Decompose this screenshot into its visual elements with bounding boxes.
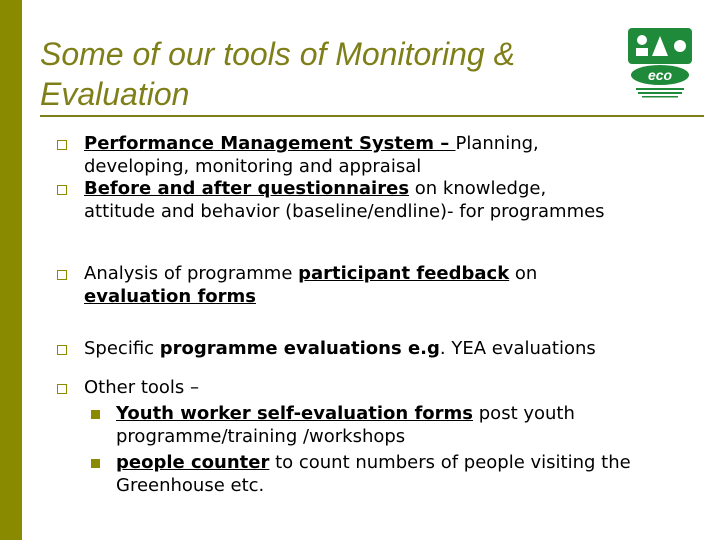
bullet-marker-icon xyxy=(57,140,67,150)
title-divider xyxy=(40,115,704,117)
accent-sidebar xyxy=(0,0,22,540)
sub-bullet-marker-icon xyxy=(91,459,100,468)
bullet-marker-icon xyxy=(57,185,67,195)
bullet-item: Analysis of programme participant feedback on evaluation forms xyxy=(84,263,538,307)
sub-bullet-item: Youth worker self-evaluation forms post youth programme/training /workshops xyxy=(116,403,575,447)
bullet-item: Specific programme evaluations e.g. YEA evaluations xyxy=(84,338,596,359)
slide-title: Some of our tools of Monitoring & Evaluation xyxy=(40,36,515,112)
sub-bullet-item: people counter to count numbers of people visiting the Greenhouse etc. xyxy=(116,452,631,496)
bullet-marker-icon xyxy=(57,270,67,280)
bullet-marker-icon xyxy=(57,384,67,394)
bullet-item: Other tools – xyxy=(84,377,200,398)
bullet-marker-icon xyxy=(57,345,67,355)
eco-greenhouse-logo-icon xyxy=(622,26,698,104)
bullet-item: Before and after questionnaires on knowledge, attitude and behavior (baseline/endline)- for programmes xyxy=(84,178,605,222)
sub-bullet-marker-icon xyxy=(91,410,100,419)
logo-wordmark: eco xyxy=(647,67,673,83)
bullet-item: Performance Management System – Planning, developing, monitoring and appraisal xyxy=(84,133,539,177)
